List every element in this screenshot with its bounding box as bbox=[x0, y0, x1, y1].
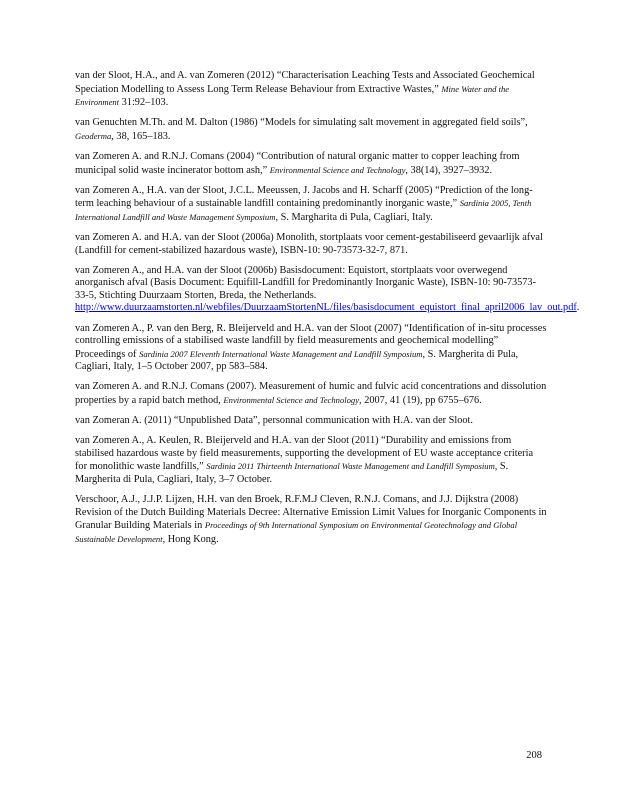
reference-entry bbox=[75, 151, 547, 177]
reference-entry bbox=[75, 415, 547, 428]
reference-details: , S. Margharita di Pula, Cagliari, Italy. bbox=[275, 211, 433, 223]
reference-details: , S. Margherita di Pula, Cagliari, Italy, 1–5 October 2007, pp 583–584. bbox=[75, 348, 519, 373]
reference-entry bbox=[75, 70, 547, 110]
reference-details: , 2007, 41 (19), pp 6755–676. bbox=[359, 394, 482, 406]
reference-entry bbox=[75, 381, 547, 407]
reference-text: van Zomeren A. and H.A. van der Sloot (2006a) Monolith, stortplaats voor cement-gestabiliseerd gevaarlijk afval (Landfill for cement-stabilized hazardous waste), ISBN-10: 90-73573-32-7, 871. bbox=[75, 231, 543, 256]
reference-list bbox=[75, 70, 580, 554]
reference-details: , S. Margherita di Pula, Cagliari, Italy, 3–7 October. bbox=[75, 461, 509, 485]
reference-details: , Hong Kong. bbox=[162, 533, 219, 545]
reference-entry bbox=[75, 494, 547, 546]
reference-text: van Genuchten M.Th. and M. Dalton (1986) “Models for simulating salt movement in aggregated field soils”, bbox=[75, 117, 528, 129]
reference-entry bbox=[75, 185, 547, 225]
reference-journal: Sardinia 2005, Tenth International Landfill and Waste Management Symposium bbox=[75, 198, 532, 222]
reference-text: van Zomeren A., A. Keulen, R. Bleijerveld and H.A. van der Sloot (2011) “Durability and emissions from stabilised hazardous waste by field measurements, supporting the development of EU waste acceptance criteria for monolithic waste landfills,” bbox=[75, 435, 534, 473]
reference-entry bbox=[75, 232, 547, 257]
reference-link[interactable]: http://www.duurzaamstorten.nl/webfiles/DuurzaamStortenNL/files/basisdocument_equistort_final_april2006_lav_out.pdf bbox=[75, 302, 577, 314]
reference-text: van Zomeren A., and H.A. van der Sloot (2006b) Basisdocument: Equistort, stortplaats voor overwegend anorganisch afval (Basis Document: Equifill-Landfill for Predominantly Inorganic Waste), ISBN-10: 90-73573-33-5, Stichting Duurzaam Storten, Breda, the Netherlands. bbox=[75, 264, 537, 301]
reference-details: . bbox=[576, 302, 580, 314]
reference-text: van der Sloot, H.A., and A. van Zomeren (2012) “Characterisation Leaching Tests and Associated Geochemical Speciation Modelling to Assess Long Term Release Behaviour from Extractive Wastes,” bbox=[75, 70, 535, 95]
reference-entry bbox=[75, 323, 547, 374]
reference-details: , 38(14), 3927–3932. bbox=[405, 164, 493, 176]
reference-journal: Mine Water and the Environment bbox=[75, 83, 510, 108]
reference-journal: Sardinia 2011 Thirteenth International Waste Management and Landfill Symposium bbox=[206, 461, 495, 472]
reference-text: Verschoor, A.J., J.J.P. Lijzen, H.H. van den Broek, R.F.M.J Cleven, R.N.J. Comans, and J.J. Dijkstra (2008) Revision of the Dutch Building Materials Decree: Alternative Emission Limit Values for Inorganic Components in Granular Building Materials in bbox=[75, 494, 547, 532]
reference-entry bbox=[75, 264, 580, 315]
reference-details: 31:92–103. bbox=[119, 97, 169, 109]
reference-text: van Zomeren A., P. van den Berg, R. Bleijerveld and H.A. van der Sloot (2007) “Identification of in-situ processes controlling emissions of a stabilised waste landfill by field measurements and geochemical modelling” Proceedings of bbox=[75, 322, 547, 360]
reference-journal: Environmental Science and Technology bbox=[223, 394, 360, 405]
reference-text: van Zomeren A., H.A. van der Sloot, J.C.L. Meeussen, J. Jacobs and H. Scharff (2005) “Prediction of the long-term leaching behaviour of a sustainable landfill containing predominantly inorganic waste,” bbox=[75, 184, 533, 210]
reference-journal: Sardinia 2007 Eleventh International Waste Management and Landfill Symposium bbox=[139, 348, 423, 359]
reference-text: van Zomeran A. (2011) “Unpublished Data”, personnal communication with H.A. van der Sloot. bbox=[75, 415, 473, 427]
reference-entry bbox=[75, 117, 547, 143]
reference-journal: Geoderma bbox=[75, 130, 112, 141]
page-number: 208 bbox=[526, 750, 542, 761]
reference-entry bbox=[75, 435, 547, 486]
reference-journal: Environmental Science and Technology bbox=[269, 164, 406, 175]
reference-details: , 38, 165–183. bbox=[111, 130, 171, 142]
reference-text: van Zomeren A. and R.N.J. Comans (2007). Measurement of humic and fulvic acid concentrations and dissolution properties by a rapid batch method, bbox=[75, 381, 547, 406]
reference-journal: Proceedings of 9th International Symposium on Environmental Geotechnology and Global Sustainable Development bbox=[75, 520, 518, 544]
reference-text: van Zomeren A. and R.N.J. Comans (2004) “Contribution of natural organic matter to copper leaching from municipal solid waste incinerator bottom ash,” bbox=[75, 150, 520, 176]
